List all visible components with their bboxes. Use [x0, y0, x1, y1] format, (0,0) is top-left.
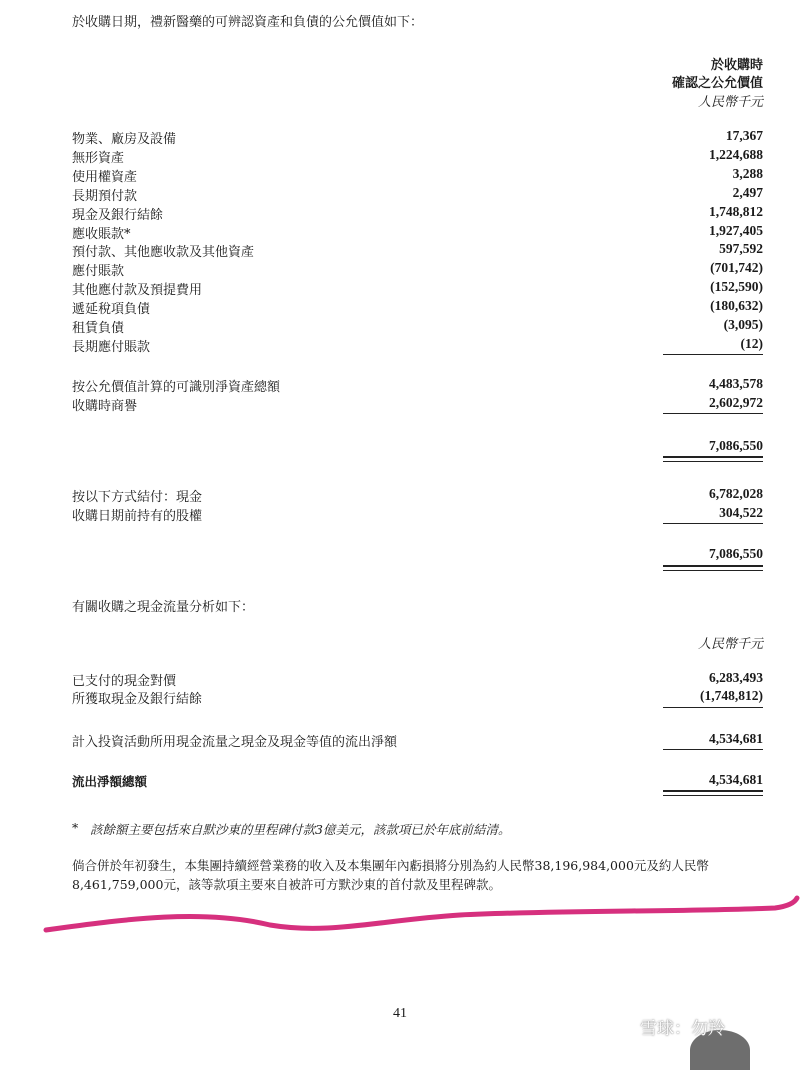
goodwill-label: 收購時商譽	[72, 399, 138, 414]
settlement-rule	[663, 523, 763, 524]
intro-text: 於收購日期，禮新醫藥的可辨認資產和負債的公允價值如下：	[72, 15, 424, 30]
asset-row-label: 其他應付款及預提費用	[72, 283, 203, 299]
asset-row-value: (180,632)	[710, 298, 763, 314]
asset-row-label: 遞延稅項負債	[72, 302, 151, 318]
net-outflow-total-value: 4,534,681	[709, 772, 763, 787]
asset-row-label: 應收賬款*	[72, 226, 131, 242]
total-settlement-value: 7,086,550	[709, 546, 763, 561]
settlement-double-rule-bottom	[663, 570, 763, 571]
asset-row-value: 1,224,688	[709, 146, 763, 162]
page-number: 41	[393, 1006, 407, 1021]
paragraph-line2: 8,461,759,000元，該等款項主要來自被許可方默沙東的首付款及里程碑款。	[72, 877, 501, 892]
cash-acquired-value: (1,748,812)	[700, 688, 763, 703]
total-double-rule-top	[663, 456, 763, 458]
asset-row-label: 物業、廠房及設備	[72, 132, 177, 147]
cash-acquired-label: 所獲取現金及銀行結餘	[72, 692, 203, 707]
net-outflow-total-label: 流出淨額總額	[72, 774, 148, 789]
net-outflow-double-rule-bottom	[663, 795, 763, 796]
asset-row-value: 597,592	[719, 241, 763, 257]
col-header-line1: 於收購時	[710, 58, 763, 73]
asset-row-label: 長期預付款	[72, 188, 138, 204]
asset-row-value: 17,367	[725, 128, 763, 143]
prior-equity-value: 304,522	[719, 505, 763, 520]
net-outflow-inv-value: 4,534,681	[709, 731, 763, 746]
cashflow-unit: 人民幣千元	[697, 637, 763, 652]
asset-row-value: (152,590)	[710, 279, 763, 295]
asset-row-label: 長期應付賬款	[72, 339, 151, 355]
watermark: 雪球：勿羚	[640, 1019, 725, 1039]
goodwill-value: 2,602,972	[709, 395, 763, 410]
asset-row-value: 3,288	[732, 165, 763, 181]
total-double-rule-bottom	[663, 461, 763, 462]
settlement-double-rule-top	[663, 565, 763, 567]
footnote-text: 該餘額主要包括來自默沙東的里程碑付款3億美元，該款項已於年底前結清。	[90, 822, 511, 837]
subtotal-rule	[663, 354, 763, 355]
paragraph-line1: 倘合併於年初發生，本集團持續經營業務的收入及本集團年內虧損將分別為約人民幣38,196,984,000元及約人民幣	[72, 858, 709, 873]
asset-row-label: 使用權資產	[72, 169, 138, 185]
footnote-mark: *	[72, 820, 79, 835]
asset-row-value: (3,095)	[723, 317, 763, 332]
asset-row-label: 應付賬款	[72, 264, 125, 280]
asset-row-value: (701,742)	[710, 260, 763, 276]
asset-row-value: (12)	[740, 335, 763, 351]
net-outflow-double-rule-top	[663, 790, 763, 792]
net-assets-value: 4,483,578	[709, 376, 763, 391]
cashflow-intro: 有關收購之現金流量分析如下：	[72, 600, 255, 615]
col-header-line2: 確認之公允價值	[671, 76, 763, 91]
cashflow-rule	[663, 707, 763, 708]
total-consideration-value: 7,086,550	[709, 438, 763, 453]
col-header-unit: 人民幣千元	[697, 95, 763, 110]
settled-cash-value: 6,782,028	[709, 486, 763, 501]
settled-cash-label: 按以下方式結付：現金	[72, 490, 203, 505]
asset-row-value: 2,497	[732, 184, 763, 200]
net-outflow-rule	[663, 749, 763, 750]
asset-row-label: 預付款、其他應收款及其他資產	[72, 245, 255, 261]
net-outflow-inv-label: 計入投資活動所用現金流量之現金及現金等值的流出淨額	[72, 735, 398, 750]
asset-row-label: 無形資產	[72, 150, 125, 166]
asset-row-label: 租賃負債	[72, 321, 125, 336]
goodwill-rule	[663, 413, 763, 414]
asset-row-label: 現金及銀行結餘	[72, 207, 164, 223]
cash-paid-value: 6,283,493	[709, 670, 763, 685]
cash-paid-label: 已支付的現金對價	[72, 674, 177, 689]
prior-equity-label: 收購日期前持有的股權	[72, 509, 203, 524]
annotation-stroke	[0, 890, 800, 950]
asset-row-value: 1,748,812	[709, 203, 763, 219]
net-assets-label: 按公允價值計算的可識別淨資產總額	[72, 380, 281, 395]
asset-row-value: 1,927,405	[709, 222, 763, 238]
